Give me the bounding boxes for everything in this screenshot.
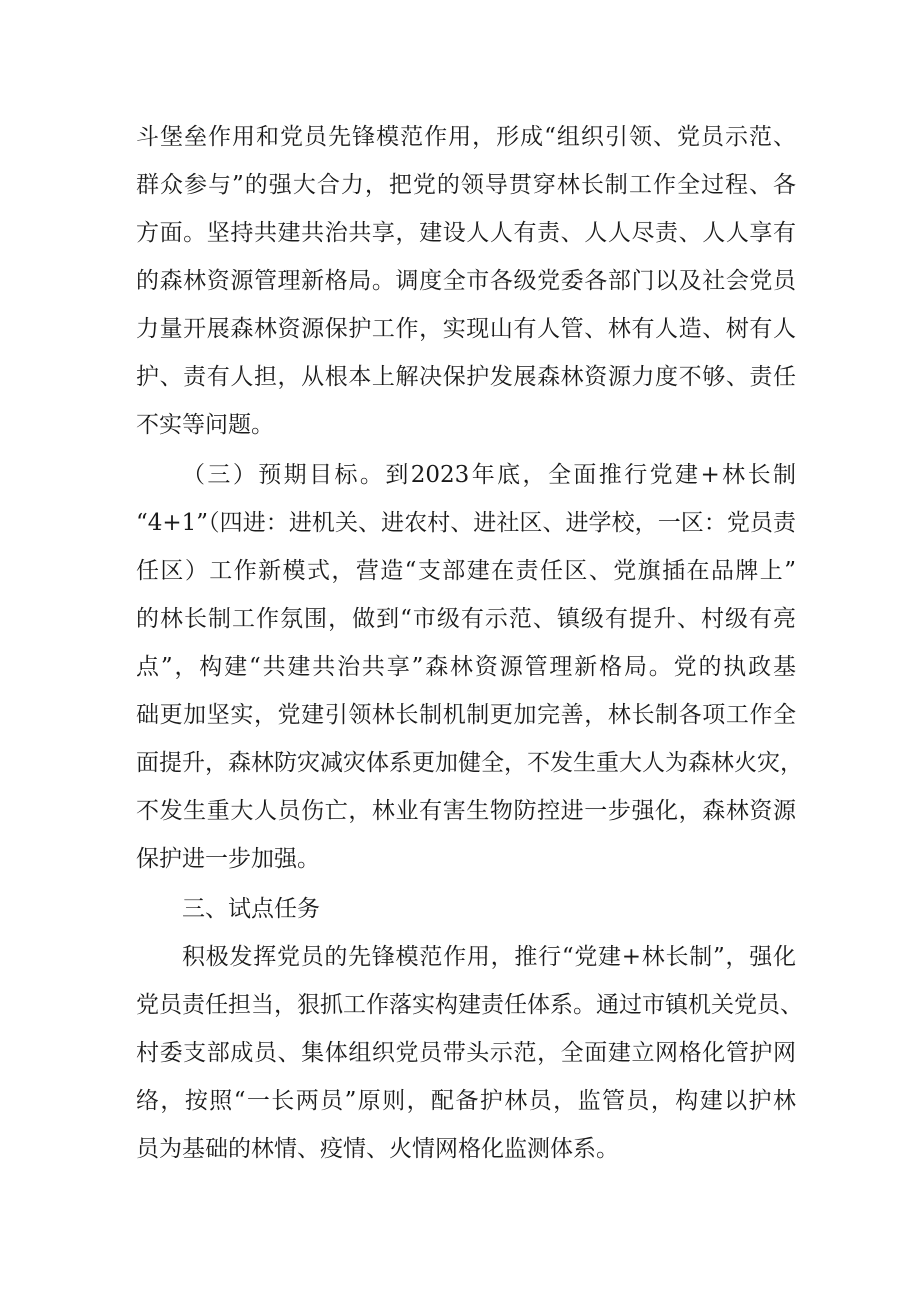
text-line: 的林长制工作氛围，做到“市级有示范、镇级有提升、村级有亮 bbox=[136, 606, 796, 632]
text-line: 积极发挥党员的先锋模范作用，推行“党建+林长制”，强化 bbox=[182, 944, 796, 970]
text-line: 础更加坚实，党建引领林长制机制更加完善，林长制各项工作全 bbox=[136, 702, 796, 728]
text-line: 任区）工作新模式，营造“支部建在责任区、党旗插在品牌上” bbox=[136, 558, 796, 584]
text-line: 员为基础的林情、疫情、火情网格化监测体系。 bbox=[136, 1136, 619, 1162]
text-line: 保护进一步加强。 bbox=[136, 846, 320, 872]
text-line: 方面。坚持共建共治共享，建设人人有责、人人尽责、人人享有 bbox=[136, 220, 796, 246]
text-line: 斗堡垒作用和党员先锋模范作用，形成“组织引领、党员示范、 bbox=[136, 124, 796, 150]
section-heading: 三、试点任务 bbox=[182, 896, 320, 922]
text-line: 点”，构建“共建共治共享”森林资源管理新格局。党的执政基 bbox=[136, 654, 796, 680]
text-line: 的森林资源管理新格局。调度全市各级党委各部门以及社会党员 bbox=[136, 268, 796, 294]
text-line: 村委支部成员、集体组织党员带头示范，全面建立网格化管护网 bbox=[136, 1040, 796, 1066]
text-line: 党员责任担当，狠抓工作落实构建责任体系。通过市镇机关党员、 bbox=[136, 992, 803, 1018]
text-line: 群众参与”的强大合力，把党的领导贯穿林长制工作全过程、各 bbox=[136, 172, 796, 198]
text-line: 络，按照“一长两员”原则，配备护林员，监管员，构建以护林 bbox=[136, 1088, 796, 1114]
text-line: 力量开展森林资源保护工作，实现山有人管、林有人造、树有人 bbox=[136, 316, 796, 342]
text-line: 护、责有人担，从根本上解决保护发展森林资源力度不够、责任 bbox=[136, 364, 796, 390]
text-line: “4+1”（四进：进机关、进农村、进社区、进学校，一区：党员责 bbox=[136, 510, 796, 536]
text-line: 面提升，森林防灾减灾体系更加健全，不发生重大人为森林火灾， bbox=[136, 750, 803, 776]
section-heading-line: （三）预期目标。到2023年底，全面推行党建+林长制 bbox=[182, 462, 796, 488]
text-line: 不发生重大人员伤亡，林业有害生物防控进一步强化，森林资源 bbox=[136, 798, 796, 824]
text-line: 不实等问题。 bbox=[136, 412, 274, 438]
